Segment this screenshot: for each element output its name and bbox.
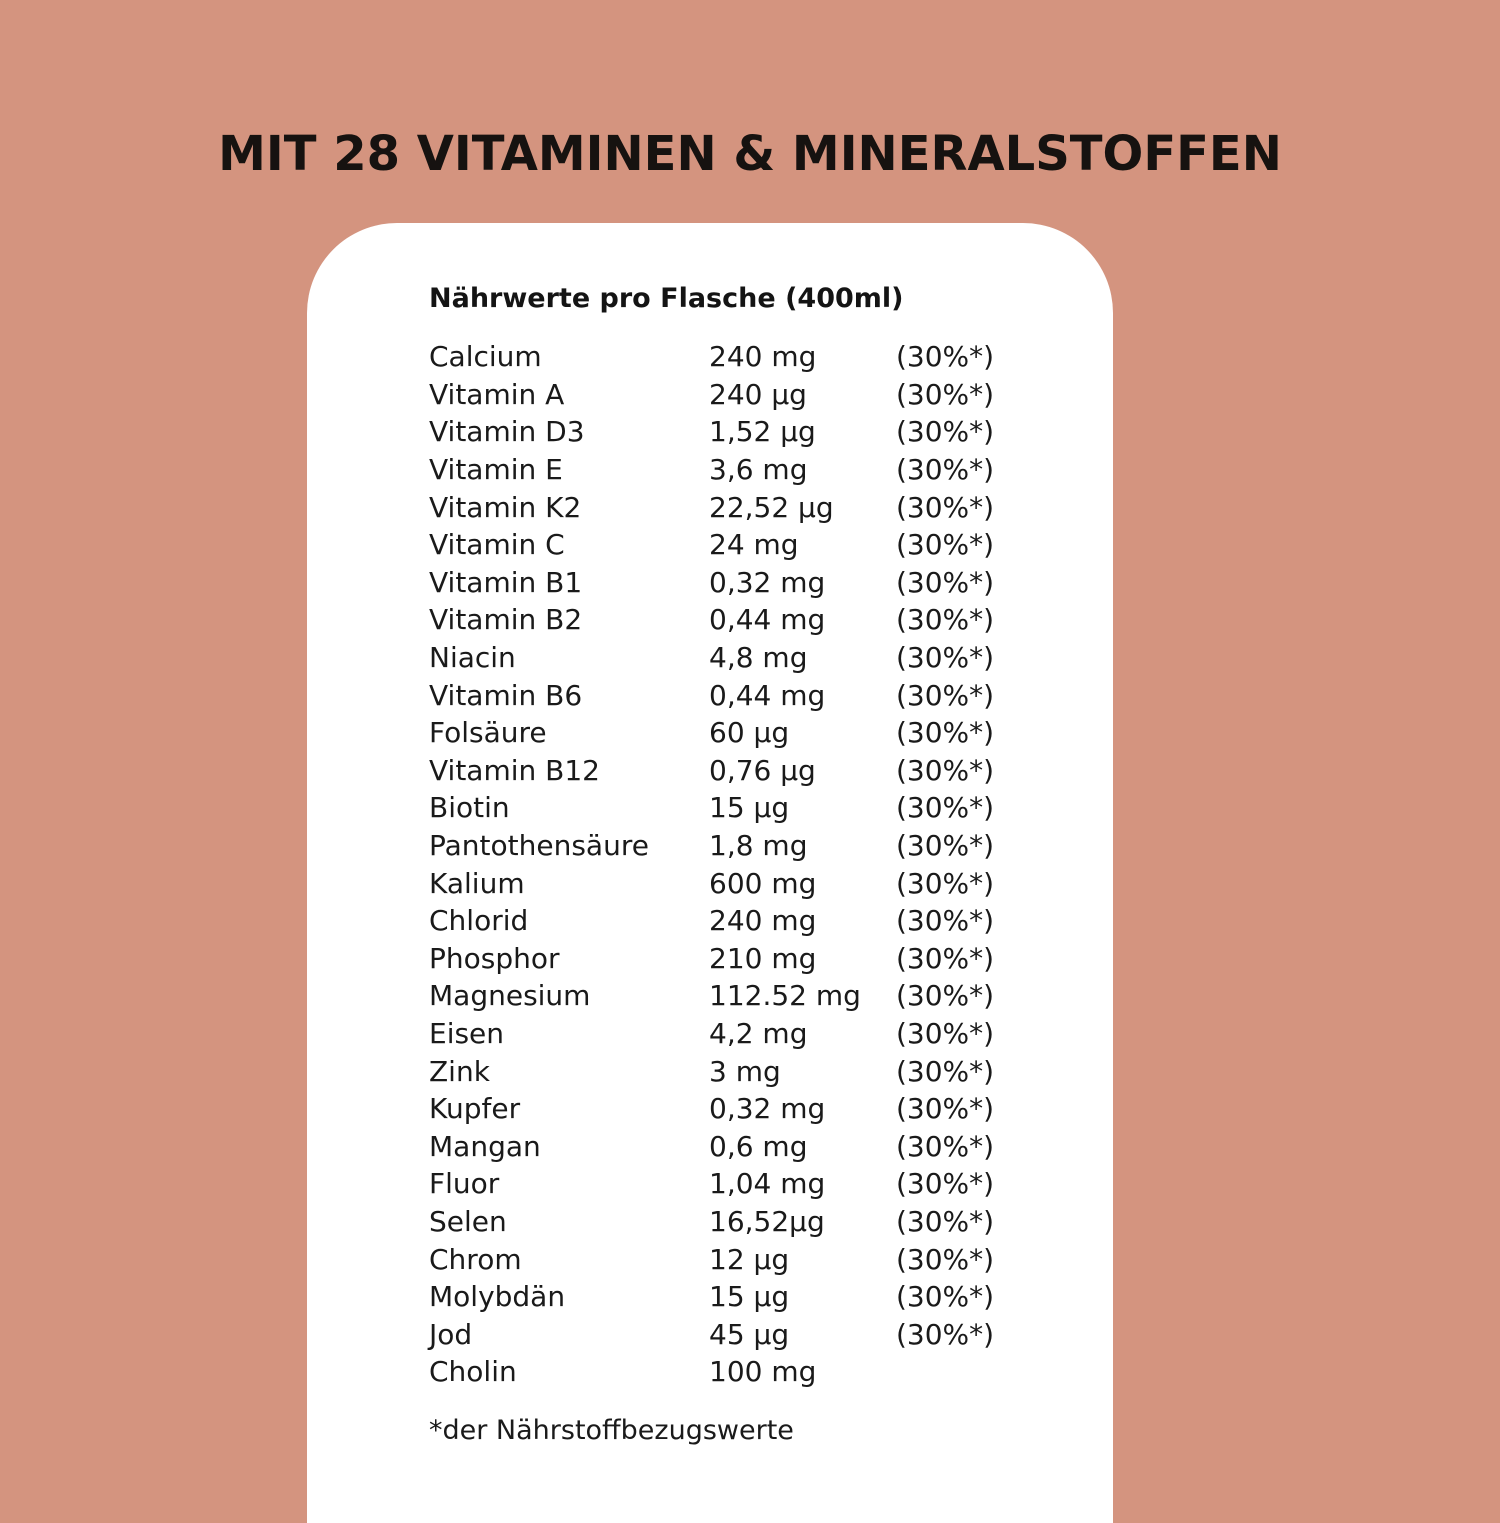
nutrient-name: Mangan [429,1129,541,1163]
nutrient-row [429,714,1049,752]
nutrient-name: Fluor [429,1167,500,1201]
nutrient-amount: 0,32 mg [709,1092,826,1126]
nutrient-percentage: (30%*) [896,1092,995,1126]
nutrient-name: Cholin [429,1355,517,1389]
nutrient-name: Jod [429,1317,473,1351]
nutrient-row [429,338,1049,376]
nutrient-percentage: (30%*) [896,603,995,637]
nutrient-percentage: (30%*) [896,716,995,750]
nutrient-row [429,827,1049,865]
card-title: Nährwerte pro Flasche (400ml) [429,283,904,314]
nutrient-amount: 100 mg [709,1355,817,1389]
nutrient-percentage: (30%*) [896,678,995,712]
nutrient-row [429,977,1049,1015]
nutrient-name: Magnesium [429,979,591,1013]
nutrient-percentage: (30%*) [896,829,995,863]
nutrient-amount: 12 µg [709,1242,790,1276]
nutrient-row [429,1165,1049,1203]
nutrient-percentage: (30%*) [896,565,995,599]
nutrient-amount: 210 mg [709,941,817,975]
nutrient-row [429,1090,1049,1128]
nutrient-amount: 3,6 mg [709,453,808,487]
nutrient-name: Vitamin B2 [429,603,583,637]
nutrient-name: Biotin [429,791,510,825]
nutrient-percentage: (30%*) [896,904,995,938]
nutrient-name: Vitamin A [429,377,565,411]
nutrient-amount: 600 mg [709,866,817,900]
nutrient-percentage: (30%*) [896,791,995,825]
nutrient-name: Vitamin B6 [429,678,583,712]
nutrient-amount: 45 µg [709,1317,790,1351]
nutrient-percentage: (30%*) [896,377,995,411]
nutrient-amount: 24 mg [709,528,799,562]
nutrient-name: Chlorid [429,904,529,938]
headline: MIT 28 VITAMINEN & MINERALSTOFFEN [218,126,1282,182]
nutrient-amount: 240 µg [709,377,807,411]
nutrient-name: Kupfer [429,1092,521,1126]
nutrient-name: Vitamin B1 [429,565,583,599]
nutrient-percentage: (30%*) [896,415,995,449]
nutrient-row [429,940,1049,978]
nutrient-name: Niacin [429,641,516,675]
nutrient-amount: 22,52 µg [709,490,834,524]
nutrient-amount: 112.52 mg [709,979,861,1013]
nutrient-amount: 240 mg [709,904,817,938]
nutrient-row [429,564,1049,602]
nutrient-percentage: (30%*) [896,1204,995,1238]
nutrient-name: Calcium [429,340,542,374]
nutrient-name: Pantothensäure [429,829,649,863]
nutrient-row [429,1203,1049,1241]
nutrient-row [429,902,1049,940]
nutrient-amount: 16,52µg [709,1204,825,1238]
nutrient-row [429,864,1049,902]
nutrient-percentage: (30%*) [896,453,995,487]
nutrient-percentage: (30%*) [896,490,995,524]
nutrient-amount: 4,8 mg [709,641,808,675]
nutrient-row [429,1052,1049,1090]
nutrient-row [429,526,1049,564]
nutrient-row [429,1353,1049,1391]
nutrient-amount: 0,32 mg [709,565,826,599]
nutrient-name: Kalium [429,866,525,900]
nutrient-amount: 1,8 mg [709,829,808,863]
nutrient-amount: 15 µg [709,1280,790,1314]
nutrient-name: Vitamin C [429,528,565,562]
nutrient-name: Vitamin E [429,453,563,487]
nutrient-percentage: (30%*) [896,1242,995,1276]
nutrient-name: Eisen [429,1016,505,1050]
nutrient-percentage: (30%*) [896,941,995,975]
nutrient-row [429,676,1049,714]
nutrient-name: Chrom [429,1242,522,1276]
nutrient-percentage: (30%*) [896,340,995,374]
nutrient-row [429,789,1049,827]
nutrient-row [429,451,1049,489]
nutrient-row [429,376,1049,414]
nutrient-row [429,639,1049,677]
nutrient-percentage: (30%*) [896,866,995,900]
nutrient-amount: 4,2 mg [709,1016,808,1050]
nutrient-amount: 15 µg [709,791,790,825]
nutrient-amount: 0,6 mg [709,1129,808,1163]
nutrient-name: Selen [429,1204,507,1238]
nutrient-percentage: (30%*) [896,528,995,562]
nutrient-amount: 0,44 mg [709,678,826,712]
nutrient-amount: 0,44 mg [709,603,826,637]
nutrition-card [307,223,1113,1523]
footnote: *der Nährstoffbezugswerte [429,1415,794,1446]
nutrient-row [429,1278,1049,1316]
nutrient-percentage: (30%*) [896,641,995,675]
nutrient-percentage: (30%*) [896,1016,995,1050]
nutrient-row [429,752,1049,790]
nutrient-row [429,1015,1049,1053]
nutrient-name: Vitamin K2 [429,490,582,524]
nutrient-amount: 60 µg [709,716,790,750]
nutrient-name: Vitamin B12 [429,753,600,787]
nutrient-amount: 3 mg [709,1054,781,1088]
nutrient-percentage: (30%*) [896,1129,995,1163]
nutrient-list [429,338,1049,1391]
nutrient-amount: 0,76 µg [709,753,816,787]
nutrient-percentage: (30%*) [896,1317,995,1351]
nutrient-row [429,1240,1049,1278]
nutrient-amount: 1,52 µg [709,415,816,449]
nutrient-name: Phosphor [429,941,560,975]
nutrient-percentage: (30%*) [896,1280,995,1314]
nutrient-name: Zink [429,1054,490,1088]
nutrient-row [429,1315,1049,1353]
nutrient-amount: 1,04 mg [709,1167,826,1201]
nutrient-name: Vitamin D3 [429,415,585,449]
nutrient-amount: 240 mg [709,340,817,374]
nutrient-row [429,488,1049,526]
nutrient-percentage: (30%*) [896,753,995,787]
nutrient-percentage: (30%*) [896,1054,995,1088]
nutrient-name: Molybdän [429,1280,566,1314]
nutrient-percentage: (30%*) [896,1167,995,1201]
nutrient-row [429,601,1049,639]
nutrient-percentage: (30%*) [896,979,995,1013]
nutrient-name: Folsäure [429,716,547,750]
nutrient-row [429,1127,1049,1165]
nutrient-row [429,413,1049,451]
